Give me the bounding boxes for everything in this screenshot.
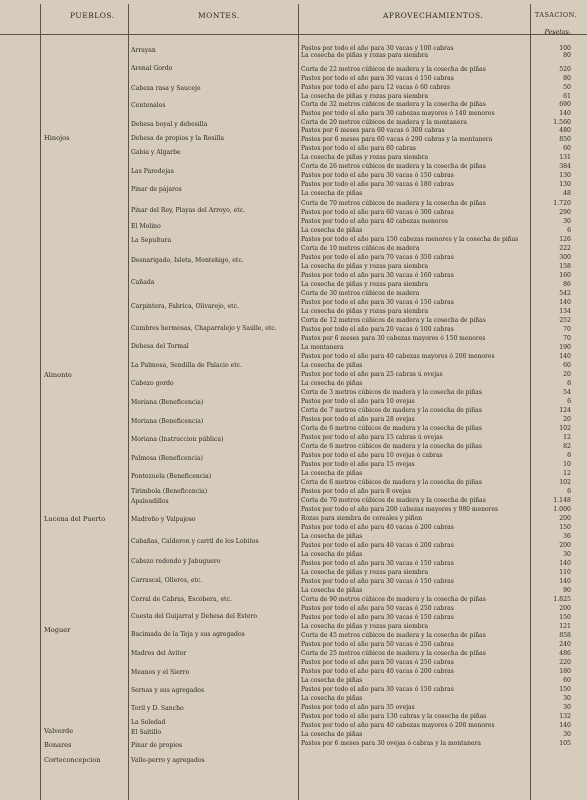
- aprovechamiento-text: Pastos por todo el año para 10 ovejas: [301, 398, 415, 405]
- monte-name: Madres del Avitor: [131, 650, 187, 657]
- aprovechamiento-text: La cosecha de piñas: [301, 695, 363, 702]
- tasacion-value: 60: [563, 362, 571, 369]
- monte-name: Moriana (Beneficencia): [131, 418, 204, 425]
- tasacion-value: 60: [563, 677, 571, 684]
- header-pesetas: Pesetas.: [544, 28, 571, 36]
- monte-name: La Soledad: [131, 719, 166, 726]
- tasacion-value: 850: [559, 136, 571, 143]
- tasacion-value: 220: [559, 659, 571, 666]
- monte-name: Arrayan: [131, 47, 156, 54]
- tasacion-value: 160: [559, 272, 571, 279]
- tasacion-value: 30: [563, 551, 571, 558]
- tasacion-value: 140: [559, 722, 571, 729]
- left-border: [40, 4, 41, 800]
- tasacion-value: 190: [559, 344, 571, 351]
- tasacion-value: 12: [563, 470, 571, 477]
- tasacion-value: 542: [559, 290, 571, 297]
- aprovechamiento-text: Corta de 6 metros cúbicos de madera y la cosecha de piñas: [301, 443, 482, 450]
- aprovechamiento-text: Pastos por 6 meses para 60 vacas ó 300 cabras: [301, 127, 445, 134]
- tasacion-value: 82: [563, 443, 571, 450]
- tasacion-value: 126: [559, 236, 571, 243]
- monte-name: Pinar de propios: [131, 742, 183, 749]
- aprovechamiento-text: Pastos por 6 meses para 30 ovejas ó cabras y la montanera: [301, 740, 481, 747]
- monte-name: La Sepultura: [131, 237, 172, 244]
- aprovechamiento-text: Rozas para siembra de cereales y piñon: [301, 515, 423, 522]
- tasacion-value: 50: [563, 84, 571, 91]
- tasacion-value: 240: [559, 641, 571, 648]
- aprovechamiento-text: La cosecha de piñas: [301, 587, 363, 594]
- tasacion-value: 12: [563, 434, 571, 441]
- pueblo-name: Corteconcepcion: [44, 756, 101, 764]
- header-montes: MONTES.: [198, 11, 240, 20]
- monte-name: Cabañas, Calderon y carril de los Lobitos: [131, 538, 259, 545]
- monte-name: Palmosa (Beneficencia): [131, 455, 203, 462]
- tasacion-value: 134: [559, 308, 571, 315]
- tasacion-value: 1.825: [553, 596, 571, 603]
- tasacion-value: 30: [563, 731, 571, 738]
- aprovechamiento-text: La cosecha de piñas: [301, 190, 363, 197]
- tasacion-value: 158: [559, 263, 571, 270]
- aprovechamiento-text: La cosecha de piñas: [301, 380, 363, 387]
- aprovechamiento-text: Pastos por todo el año para 28 ovejas: [301, 416, 415, 423]
- header-rule: [0, 34, 587, 35]
- tasacion-value: 222: [559, 245, 571, 252]
- aprovechamiento-text: Corta de 7 metros cúbicos de madera y la cosecha de piñas: [301, 407, 482, 414]
- aprovechamiento-text: La cosecha de piñas: [301, 677, 363, 684]
- tasacion-value: 36: [563, 533, 571, 540]
- tasacion-value: 10: [563, 461, 571, 468]
- aprovechamiento-text: Corta de 70 metros cúbicos de madera y la cosecha de piñas: [301, 200, 486, 207]
- tasacion-value: 80: [563, 75, 571, 82]
- monte-name: Cabeza rasa y Saucejo: [131, 85, 201, 92]
- aprovechamiento-text: Pastos por todo el año para 40 cabezas mayores ó 200 menores: [301, 722, 495, 729]
- tasacion-value: 70: [563, 335, 571, 342]
- aprovechamiento-text: Pastos por todo el año para 30 vacas ó 150 cabras: [301, 614, 454, 621]
- tasacion-value: 124: [559, 407, 571, 414]
- tasacion-value: 140: [559, 299, 571, 306]
- aprovechamiento-text: La cosecha de piñas y rozas para siembra: [301, 154, 429, 161]
- tasacion-value: 150: [559, 614, 571, 621]
- aprovechamiento-text: Pastos por todo el año para 10 ovejas ó cabras: [301, 452, 443, 459]
- aprovechamiento-text: Corta de 32 metros cúbicos de madera y la cosecha de piñas: [301, 101, 486, 108]
- tasacion-value: 140: [559, 110, 571, 117]
- aprovechamiento-text: Pastos por todo el año para 30 vacas ó 150 cabras: [301, 299, 454, 306]
- monte-name: Valle-perro y agregados: [131, 757, 205, 764]
- tasacion-value: 20: [563, 371, 571, 378]
- monte-name: El Molino: [131, 223, 161, 230]
- pueblo-name: Valverde: [44, 727, 74, 735]
- monte-name: Cañada: [131, 279, 155, 286]
- tasacion-value: 30: [563, 218, 571, 225]
- monte-name: Dehesa de propios y la Rosilla: [131, 135, 224, 142]
- tasacion-value: 102: [559, 479, 571, 486]
- tasacion-value: 200: [559, 605, 571, 612]
- tasacion-value: 140: [559, 560, 571, 567]
- aprovechamiento-text: Pastos por 6 meses para 30 cabezas mayores ó 150 menores: [301, 335, 486, 342]
- monte-name: Meanos y el Sierro: [131, 669, 190, 676]
- aprovechamiento-text: Pastos por todo el año para 35 ovejas: [301, 704, 415, 711]
- aprovechamiento-text: Pastos por todo el año para 200 cabezas mayores y 980 menores: [301, 506, 499, 513]
- aprovechamiento-text: Pastos por todo el año para 15 cabras ú ovejas: [301, 434, 443, 441]
- pueblo-name: Moguer: [44, 626, 71, 634]
- aprovechamiento-text: La cosecha de piñas y rozas para siembra: [301, 281, 429, 288]
- aprovechamiento-text: Pastos por todo el año para 150 cabezas menores y la cosecha de piñas: [301, 236, 519, 243]
- monte-name: Sernas y sus agregados: [131, 687, 205, 694]
- tasacion-value: 140: [559, 353, 571, 360]
- tasacion-value: 30: [563, 704, 571, 711]
- aprovechamiento-text: Corta de 6 metros cúbicos de madera y la cosecha de piñas: [301, 425, 482, 432]
- monte-name: La Palmosa, Sendilla de Palacio etc.: [131, 362, 242, 369]
- monte-name: Cabezo gordo: [131, 380, 174, 387]
- monte-name: Pinar de pájaros: [131, 186, 182, 193]
- tasacion-value: 105: [559, 740, 571, 747]
- header-aprovechamientos: APROVECHAMIENTOS.: [383, 11, 484, 20]
- tasacion-value: 150: [559, 524, 571, 531]
- tasacion-value: 1.148: [553, 497, 571, 504]
- aprovechamiento-text: Pastos por todo el año para 30 vacas y 100 cabras: [301, 45, 454, 52]
- aprovechamiento-text: Pastos por todo el año para 40 vacas ó 200 cabras: [301, 668, 454, 675]
- aprovechamiento-text: Pastos por 6 meses para 60 vacas ó 290 cabras y la montanera: [301, 136, 493, 143]
- aprovechamiento-text: Pastos por todo el año para 15 ovejas: [301, 461, 415, 468]
- monte-name: Toril y D. Sancho: [131, 705, 184, 712]
- tasacion-value: 140: [559, 578, 571, 585]
- tasacion-value: 1.560: [553, 119, 571, 126]
- tasacion-value: 384: [559, 163, 571, 170]
- monte-name: Cuesta del Guijarral y Dehesa del Estero: [131, 613, 258, 620]
- monte-name: Arenal Gordo: [131, 65, 173, 72]
- header-tasacion: TASACION.: [535, 11, 577, 19]
- monte-name: Bacimada de la Teja y sus agregados: [131, 631, 245, 638]
- tasacion-value: 300: [559, 254, 571, 261]
- tasacion-value: 480: [559, 127, 571, 134]
- monte-name: Carpintera, Fabrica, Olivarejo, etc.: [131, 303, 239, 310]
- tasacion-value: 132: [559, 713, 571, 720]
- aprovechamiento-text: La cosecha de piñas: [301, 227, 363, 234]
- tasacion-value: 121: [559, 623, 571, 630]
- tasacion-value: 858: [559, 632, 571, 639]
- monte-name: Madroño y Valpajoso: [131, 516, 196, 523]
- monte-name: Gabia y Algarbe: [131, 149, 181, 156]
- monte-name: Desnarigado, Isleta, Montehigo, etc.: [131, 257, 244, 264]
- aprovechamiento-text: Pastos por todo el año para 30 vacas ó 150 cabras: [301, 172, 454, 179]
- aprovechamiento-text: Pastos por todo el año para 30 vacas ó 150 cabras: [301, 578, 454, 585]
- tasacion-value: 486: [559, 650, 571, 657]
- monte-name: Apaleadillos: [131, 498, 169, 505]
- tasacion-value: 690: [559, 101, 571, 108]
- aprovechamiento-text: Pastos por todo el año para 50 vacas ó 250 cabras: [301, 659, 454, 666]
- aprovechamiento-text: Corta de 26 metros cúbicos de madera y la cosecha de piñas: [301, 163, 486, 170]
- aprovechamiento-text: Corta de 30 metros cúbicos de madera: [301, 290, 420, 297]
- tasacion-value: 150: [559, 686, 571, 693]
- tasacion-value: 130: [559, 181, 571, 188]
- aprovechamiento-text: Pastos por todo el año para 40 vacas ó 200 cabras: [301, 542, 454, 549]
- monte-name: Dehesa del Tormal: [131, 343, 189, 350]
- tasacion-value: 6: [567, 227, 571, 234]
- aprovechamiento-text: Corta de 25 metros cúbicos de madera y la cosecha de piñas: [301, 650, 486, 657]
- tasacion-value: 110: [559, 569, 571, 576]
- tasacion-value: 1.720: [553, 200, 571, 207]
- aprovechamiento-text: Corta de 45 metros cúbicos de madera y la cosecha de piñas: [301, 632, 486, 639]
- aprovechamiento-text: Corta de 3 metros cúbicos de madera y la cosecha de piñas: [301, 389, 482, 396]
- pueblo-name: Hinojos: [44, 134, 70, 142]
- tasacion-value: 100: [559, 45, 571, 52]
- tasacion-value: 131: [559, 154, 571, 161]
- tasacion-value: 6: [567, 380, 571, 387]
- aprovechamiento-text: La cosecha de piñas: [301, 470, 363, 477]
- aprovechamiento-text: Corta de 10 metros cúbicos de madera: [301, 245, 420, 252]
- aprovechamiento-text: Pastos por todo el año para 70 vacas ó 350 cabras: [301, 254, 454, 261]
- tasacion-value: 20: [563, 416, 571, 423]
- tasacion-value: 6: [567, 452, 571, 459]
- column-divider: [128, 4, 129, 800]
- aprovechamiento-text: La cosecha de piñas y rozas para siembra: [301, 308, 429, 315]
- aprovechamiento-text: La cosecha de piñas y rozas para siembra: [301, 52, 429, 59]
- tasacion-value: 30: [563, 695, 571, 702]
- aprovechamiento-text: Corta de 12 metros cúbicos de madera y la cosecha de piñas: [301, 317, 486, 324]
- aprovechamiento-text: Pastos por todo el año para 30 vacas ó 150 cabras: [301, 75, 454, 82]
- monte-name: Cumbres hermosas, Chaparralejo y Saúlle, etc.: [131, 325, 277, 332]
- aprovechamiento-text: La cosecha de piñas y rozas para siembra: [301, 569, 429, 576]
- monte-name: Moriana (Instruccion pública): [131, 436, 224, 443]
- pueblo-name: Almonte: [44, 371, 72, 379]
- monte-name: Pinar del Rey, Playas del Arroyo, etc.: [131, 207, 246, 214]
- aprovechamiento-text: La cosecha de piñas y rozas para siembra: [301, 623, 429, 630]
- tasacion-value: 80: [563, 52, 571, 59]
- pueblo-name: Bonares: [44, 741, 72, 749]
- aprovechamiento-text: La cosecha de piñas y rozas para siembra: [301, 263, 429, 270]
- tasacion-value: 61: [563, 93, 571, 100]
- aprovechamiento-text: Pastos por todo el año para 30 vacas ó 180 cabras: [301, 181, 454, 188]
- monte-name: Tirimbola (Beneficencia): [131, 488, 208, 495]
- aprovechamiento-text: Pastos por todo el año para 20 vacas ó 100 cabras: [301, 326, 454, 333]
- tasacion-value: 54: [563, 389, 571, 396]
- aprovechamiento-text: Pastos por todo el año para 40 cabezas mayores ó 200 menores: [301, 353, 495, 360]
- tasacion-value: 252: [559, 317, 571, 324]
- aprovechamiento-text: Pastos por todo el año para 30 vacas ó 160 cabras: [301, 272, 454, 279]
- tasacion-value: 1.000: [553, 506, 571, 513]
- tasacion-value: 86: [563, 281, 571, 288]
- monte-name: Moriana (Beneficencia): [131, 399, 204, 406]
- aprovechamiento-text: Corta de 70 metros cúbicos de madera y la cosecha de piñas: [301, 497, 486, 504]
- aprovechamiento-text: Pastos por todo el año para 50 vacas ó 250 cabras: [301, 605, 454, 612]
- aprovechamiento-text: Pastos por todo el año para 40 cabezas menores: [301, 218, 448, 225]
- monte-name: Pontezuela (Beneficencia): [131, 473, 212, 480]
- monte-name: Corral de Cabras, Escobera, etc.: [131, 596, 232, 603]
- monte-name: Las Paredejas: [131, 168, 174, 175]
- aprovechamiento-text: Pastos por todo el año para 30 vacas ó 150 cabras: [301, 560, 454, 567]
- aprovechamiento-text: Pastos por todo el año para 50 vacas ó 250 cabras: [301, 641, 454, 648]
- aprovechamiento-text: Pastos por todo el año para 8 ovejas: [301, 488, 411, 495]
- tasacion-value: 48: [563, 190, 571, 197]
- aprovechamiento-text: La cosecha de piñas: [301, 362, 363, 369]
- column-divider: [298, 4, 299, 800]
- tasacion-value: 290: [559, 209, 571, 216]
- tasacion-value: 70: [563, 326, 571, 333]
- aprovechamiento-text: Corta de 90 metros cúbicos de madera y la cosecha de piñas: [301, 596, 486, 603]
- aprovechamiento-text: Corta de 6 metros cúbicos de madera y la cosecha de piñas: [301, 479, 482, 486]
- aprovechamiento-text: Pastos por todo el año para 25 cabras ú ovejas: [301, 371, 443, 378]
- tasacion-value: 180: [559, 668, 571, 675]
- column-divider: [530, 4, 531, 800]
- aprovechamiento-text: La montanera: [301, 344, 344, 351]
- aprovechamiento-text: Pastos por todo el año para 30 vacas ó 150 cabras: [301, 686, 454, 693]
- aprovechamiento-text: Pastos por todo el año para 30 cabezas mayores ó 140 menores: [301, 110, 495, 117]
- tasacion-value: 6: [567, 488, 571, 495]
- monte-name: Dehesa boyal y dehesilla: [131, 121, 208, 128]
- aprovechamiento-text: Pastos por todo el año para 12 vacas ó 60 cabras: [301, 84, 450, 91]
- tasacion-value: 102: [559, 425, 571, 432]
- tasacion-value: 90: [563, 587, 571, 594]
- tasacion-value: 130: [559, 172, 571, 179]
- aprovechamiento-text: Corta de 20 metros cúbicos de madera y la montanera: [301, 119, 467, 126]
- monte-name: Centenales: [131, 102, 166, 109]
- tasacion-value: 60: [563, 145, 571, 152]
- aprovechamiento-text: Pastos por todo el año para 60 vacas ó 300 cabras: [301, 209, 454, 216]
- pueblo-name: Lucena del Puerto: [44, 515, 106, 523]
- monte-name: Cabezo redondo y Jabuguero: [131, 558, 221, 565]
- aprovechamiento-text: La cosecha de piñas: [301, 731, 363, 738]
- monte-name: Carrascal, Olleros, etc.: [131, 577, 203, 584]
- aprovechamiento-text: La cosecha de piñas: [301, 533, 363, 540]
- monte-name: El Saltillo: [131, 729, 162, 736]
- tasacion-value: 200: [559, 542, 571, 549]
- aprovechamiento-text: Pastos por todo el año para 40 vacas ó 200 cabras: [301, 524, 454, 531]
- aprovechamiento-text: La cosecha de piñas: [301, 551, 363, 558]
- tasacion-value: 200: [559, 515, 571, 522]
- aprovechamiento-text: Corta de 22 metros cúbicos de madera y la cosecha de piñas: [301, 66, 486, 73]
- tasacion-value: 6: [567, 398, 571, 405]
- tasacion-value: 520: [559, 66, 571, 73]
- aprovechamiento-text: Pastos por todo el año para 80 cabras: [301, 145, 416, 152]
- header-pueblos: PUEBLOS.: [70, 11, 115, 20]
- aprovechamiento-text: La cosecha de piñas y rozas para siembra: [301, 93, 429, 100]
- aprovechamiento-text: Pastos por todo el año para 130 cabras y la cosecha de piñas: [301, 713, 487, 720]
